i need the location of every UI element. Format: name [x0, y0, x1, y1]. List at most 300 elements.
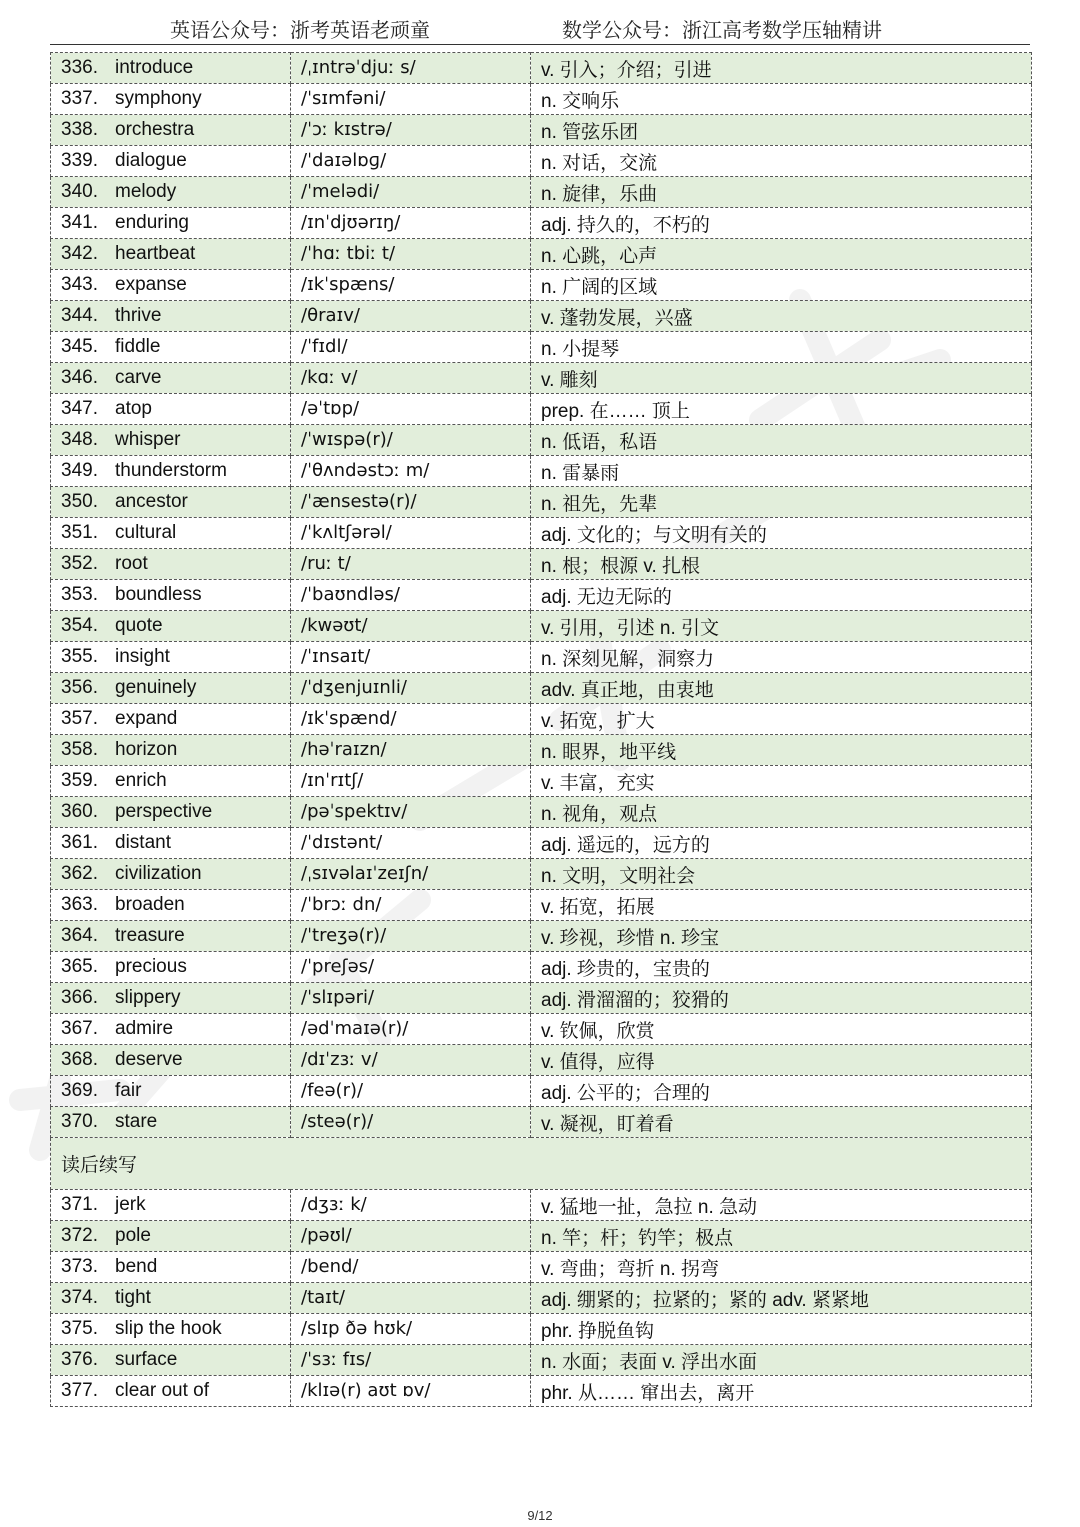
phonetic: /ɪnˈrɪtʃ/: [301, 770, 364, 791]
definition: prep. 在…… 顶上: [541, 400, 690, 422]
word-cell: [51, 208, 291, 239]
phonetic: /ɪnˈdjʊərɪŋ/: [301, 212, 401, 233]
entry-number: 359.: [61, 770, 98, 791]
definition-cell: [531, 859, 1032, 890]
english-word: slippery: [115, 987, 181, 1008]
definition-cell: [531, 1014, 1032, 1045]
english-word: broaden: [115, 894, 185, 915]
definition-cell: [531, 177, 1032, 208]
entry-number: 365.: [61, 956, 98, 977]
word-cell: [51, 1190, 291, 1221]
table-row: [51, 580, 1032, 611]
header-math-account: 数学公众号：浙江高考数学压轴精讲: [562, 18, 882, 42]
phonetic-cell: [291, 1221, 531, 1252]
definition-cell: [531, 456, 1032, 487]
phonetic: /dʒɜː k/: [301, 1194, 367, 1215]
english-word: stare: [115, 1111, 158, 1132]
phonetic: /ˈɪnsaɪt/: [301, 646, 371, 667]
entry-number: 362.: [61, 863, 98, 884]
english-word: melody: [115, 181, 177, 202]
table-row: [51, 1345, 1032, 1376]
phonetic: /ˈdʒenjuɪnli/: [301, 677, 407, 698]
entry-number: 364.: [61, 925, 98, 946]
phonetic-cell: [291, 1014, 531, 1045]
english-word: pole: [115, 1225, 151, 1246]
definition: v. 弯曲；弯折 n. 拐弯: [541, 1258, 720, 1280]
entry-number: 366.: [61, 987, 98, 1008]
phonetic-cell: [291, 177, 531, 208]
entry-number: 336.: [61, 57, 98, 78]
entry-number: 367.: [61, 1018, 98, 1039]
phonetic: /ˈdɪstənt/: [301, 832, 383, 853]
english-word: admire: [115, 1018, 174, 1039]
word-cell: [51, 301, 291, 332]
phonetic-cell: [291, 1283, 531, 1314]
definition: v. 拓宽，拓展: [541, 896, 655, 918]
table-row: [51, 115, 1032, 146]
phonetic: /ˈslɪpəri/: [301, 987, 375, 1008]
english-word: civilization: [115, 863, 202, 884]
definition-cell: [531, 84, 1032, 115]
table-row: [51, 208, 1032, 239]
entry-number: 356.: [61, 677, 98, 698]
table-row: [51, 797, 1032, 828]
definition: n. 视角，观点: [541, 803, 658, 825]
table-row: [51, 239, 1032, 270]
phonetic: /bend/: [301, 1256, 359, 1277]
definition-cell: [531, 1076, 1032, 1107]
phonetic: /ruː t/: [301, 553, 351, 574]
definition: n. 对话，交流: [541, 152, 658, 174]
definition-cell: [531, 952, 1032, 983]
english-word: heartbeat: [115, 243, 196, 264]
word-cell: [51, 84, 291, 115]
entry-number: 373.: [61, 1256, 98, 1277]
phonetic: /ˈhɑː tbiː t/: [301, 243, 396, 264]
definition: adj. 遥远的，远方的: [541, 834, 710, 856]
table-row: [51, 983, 1032, 1014]
phonetic: /klɪə(r) aʊt ɒv/: [301, 1380, 431, 1401]
english-word: precious: [115, 956, 187, 977]
phonetic: /ˈmelədi/: [301, 181, 380, 202]
definition: adv. 真正地，由衷地: [541, 679, 714, 701]
word-cell: [51, 115, 291, 146]
english-word: orchestra: [115, 119, 195, 140]
phonetic-cell: [291, 859, 531, 890]
entry-number: 342.: [61, 243, 98, 264]
word-cell: [51, 642, 291, 673]
entry-number: 370.: [61, 1111, 98, 1132]
entry-number: 340.: [61, 181, 98, 202]
phonetic: /ˈwɪspə(r)/: [301, 429, 393, 450]
phonetic-cell: [291, 921, 531, 952]
phonetic: /ˈdaɪəlɒɡ/: [301, 150, 387, 171]
phonetic-cell: [291, 394, 531, 425]
word-cell: [51, 1345, 291, 1376]
word-cell: [51, 828, 291, 859]
definition: n. 交响乐: [541, 90, 620, 112]
table-row: [51, 1252, 1032, 1283]
entry-number: 338.: [61, 119, 98, 140]
word-cell: [51, 1107, 291, 1138]
table-row: [51, 1221, 1032, 1252]
phonetic-cell: [291, 1045, 531, 1076]
phonetic: /pəʊl/: [301, 1225, 352, 1246]
definition: v. 引入；介绍；引进: [541, 59, 712, 81]
phonetic-cell: [291, 642, 531, 673]
definition-cell: [531, 1107, 1032, 1138]
definition-cell: [531, 828, 1032, 859]
definition-cell: [531, 425, 1032, 456]
phonetic-cell: [291, 115, 531, 146]
entry-number: 368.: [61, 1049, 98, 1070]
entry-number: 337.: [61, 88, 98, 109]
table-row: [51, 456, 1032, 487]
word-cell: [51, 270, 291, 301]
phonetic: /ˈsɪmfəni/: [301, 88, 386, 109]
definition-cell: [531, 580, 1032, 611]
phonetic-cell: [291, 1190, 531, 1221]
definition-cell: [531, 518, 1032, 549]
entry-number: 352.: [61, 553, 98, 574]
entry-number: 376.: [61, 1349, 98, 1370]
entry-number: 357.: [61, 708, 98, 729]
phonetic: /ˈbaʊndləs/: [301, 584, 400, 605]
definition: n. 雷暴雨: [541, 462, 620, 484]
entry-number: 350.: [61, 491, 98, 512]
definition-cell: [531, 797, 1032, 828]
word-cell: [51, 53, 291, 84]
definition: phr. 从…… 窜出去，离开: [541, 1382, 755, 1404]
word-cell: [51, 611, 291, 642]
definition: adj. 公平的；合理的: [541, 1082, 710, 1104]
definition-cell: [531, 53, 1032, 84]
table-row: [51, 146, 1032, 177]
table-row: [51, 549, 1032, 580]
definition-cell: [531, 363, 1032, 394]
word-cell: [51, 580, 291, 611]
phonetic: /θraɪv/: [301, 305, 360, 326]
definition-cell: [531, 1314, 1032, 1345]
definition: v. 拓宽，扩大: [541, 710, 655, 732]
entry-number: 354.: [61, 615, 98, 636]
table-row: [51, 301, 1032, 332]
phonetic-cell: [291, 952, 531, 983]
word-cell: [51, 394, 291, 425]
phonetic-cell: [291, 735, 531, 766]
phonetic-cell: [291, 332, 531, 363]
english-word: treasure: [115, 925, 185, 946]
section-heading: 读后续写: [51, 1138, 1032, 1190]
word-cell: [51, 1376, 291, 1407]
english-word: expanse: [115, 274, 187, 295]
vocabulary-table: [50, 52, 1032, 1407]
phonetic-cell: [291, 208, 531, 239]
word-cell: [51, 456, 291, 487]
phonetic: /həˈraɪzn/: [301, 739, 387, 760]
phonetic: /kɑː v/: [301, 367, 358, 388]
table-row: [51, 1283, 1032, 1314]
english-word: root: [115, 553, 148, 574]
phonetic: /ˌɪntrəˈdjuː s/: [301, 57, 416, 78]
word-cell: [51, 952, 291, 983]
definition: adj. 持久的，不朽的: [541, 214, 710, 236]
phonetic-cell: [291, 1345, 531, 1376]
english-word: carve: [115, 367, 162, 388]
definition: adj. 绷紧的；拉紧的；紧的 adv. 紧紧地: [541, 1289, 869, 1311]
word-cell: [51, 704, 291, 735]
english-word: fair: [115, 1080, 142, 1101]
section-row: [51, 1138, 1032, 1190]
phonetic: /slɪp ðə hʊk/: [301, 1318, 413, 1339]
entry-number: 345.: [61, 336, 98, 357]
definition-cell: [531, 890, 1032, 921]
phonetic-cell: [291, 704, 531, 735]
english-word: horizon: [115, 739, 178, 760]
phonetic-cell: [291, 549, 531, 580]
phonetic-cell: [291, 673, 531, 704]
phonetic-cell: [291, 518, 531, 549]
table-row: [51, 518, 1032, 549]
entry-number: 371.: [61, 1194, 98, 1215]
definition-cell: [531, 921, 1032, 952]
word-cell: [51, 890, 291, 921]
phonetic-cell: [291, 611, 531, 642]
entry-number: 349.: [61, 460, 98, 481]
english-word: whisper: [115, 429, 181, 450]
phonetic-cell: [291, 363, 531, 394]
entry-number: 361.: [61, 832, 98, 853]
entry-number: 353.: [61, 584, 98, 605]
word-cell: [51, 487, 291, 518]
table-row: [51, 1190, 1032, 1221]
entry-number: 347.: [61, 398, 98, 419]
definition: n. 低语，私语: [541, 431, 658, 453]
phonetic-cell: [291, 797, 531, 828]
english-word: quote: [115, 615, 163, 636]
entry-number: 369.: [61, 1080, 98, 1101]
word-cell: [51, 735, 291, 766]
english-word: atop: [115, 398, 152, 419]
definition-cell: [531, 1376, 1032, 1407]
table-row: [51, 735, 1032, 766]
definition: n. 眼界，地平线: [541, 741, 677, 763]
word-cell: [51, 425, 291, 456]
english-word: ancestor: [115, 491, 188, 512]
english-word: dialogue: [115, 150, 187, 171]
word-cell: [51, 332, 291, 363]
phonetic: /ɪkˈspænd/: [301, 708, 397, 729]
definition: v. 引用，引述 n. 引文: [541, 617, 720, 639]
english-word: clear out of: [115, 1380, 209, 1401]
table-row: [51, 890, 1032, 921]
definition-cell: [531, 611, 1032, 642]
definition: v. 猛地一扯，急拉 n. 急动: [541, 1196, 758, 1218]
table-row: [51, 921, 1032, 952]
phonetic-cell: [291, 53, 531, 84]
phonetic: /ˌsɪvəlaɪˈzeɪʃn/: [301, 863, 429, 884]
definition-cell: [531, 208, 1032, 239]
english-word: symphony: [115, 88, 202, 109]
word-cell: [51, 797, 291, 828]
word-cell: [51, 549, 291, 580]
definition-cell: [531, 301, 1032, 332]
phonetic: /taɪt/: [301, 1287, 345, 1308]
english-word: jerk: [115, 1194, 146, 1215]
phonetic-cell: [291, 84, 531, 115]
word-cell: [51, 1283, 291, 1314]
phonetic: /ˈfɪdl/: [301, 336, 348, 357]
english-word: fiddle: [115, 336, 161, 357]
definition: adj. 无边无际的: [541, 586, 672, 608]
phonetic: /steə(r)/: [301, 1111, 374, 1132]
definition-cell: [531, 1283, 1032, 1314]
entry-number: 346.: [61, 367, 98, 388]
table-row: [51, 84, 1032, 115]
definition: n. 祖先，先辈: [541, 493, 658, 515]
definition: v. 丰富，充实: [541, 772, 655, 794]
phonetic: /ˈsɜː fɪs/: [301, 1349, 372, 1370]
english-word: tight: [115, 1287, 151, 1308]
phonetic: /ɪkˈspæns/: [301, 274, 395, 295]
phonetic-cell: [291, 487, 531, 518]
entry-number: 358.: [61, 739, 98, 760]
english-word: genuinely: [115, 677, 197, 698]
phonetic: /ˈtreʒə(r)/: [301, 925, 387, 946]
phonetic-cell: [291, 890, 531, 921]
phonetic: /ˈkʌltʃərəl/: [301, 522, 392, 543]
word-cell: [51, 1314, 291, 1345]
word-cell: [51, 177, 291, 208]
word-cell: [51, 983, 291, 1014]
definition-cell: [531, 704, 1032, 735]
entry-number: 360.: [61, 801, 98, 822]
entry-number: 348.: [61, 429, 98, 450]
table-row: [51, 1314, 1032, 1345]
table-row: [51, 425, 1032, 456]
phonetic: /ˈɔː kɪstrə/: [301, 119, 392, 140]
phonetic-cell: [291, 766, 531, 797]
definition-cell: [531, 1221, 1032, 1252]
table-row: [51, 487, 1032, 518]
definition: n. 竿；杆；钓竿；极点: [541, 1227, 734, 1249]
entry-number: 375.: [61, 1318, 98, 1339]
table-row: [51, 363, 1032, 394]
english-word: expand: [115, 708, 178, 729]
table-row: [51, 859, 1032, 890]
definition: adj. 文化的；与文明有关的: [541, 524, 767, 546]
word-cell: [51, 1076, 291, 1107]
definition: v. 凝视，盯着看: [541, 1113, 674, 1135]
english-word: thunderstorm: [115, 460, 227, 481]
definition: adj. 滑溜溜的；狡猾的: [541, 989, 729, 1011]
word-cell: [51, 363, 291, 394]
phonetic-cell: [291, 580, 531, 611]
table-row: [51, 1014, 1032, 1045]
word-cell: [51, 1045, 291, 1076]
phonetic-cell: [291, 1107, 531, 1138]
definition-cell: [531, 394, 1032, 425]
entry-number: 339.: [61, 150, 98, 171]
phonetic: /kwəʊt/: [301, 615, 368, 636]
english-word: enduring: [115, 212, 189, 233]
definition: n. 文明，文明社会: [541, 865, 696, 887]
definition-cell: [531, 1252, 1032, 1283]
definition-cell: [531, 549, 1032, 580]
phonetic-cell: [291, 301, 531, 332]
table-row: [51, 1107, 1032, 1138]
phonetic: /əˈtɒp/: [301, 398, 360, 419]
phonetic-cell: [291, 1076, 531, 1107]
table-row: [51, 1076, 1032, 1107]
definition-cell: [531, 766, 1032, 797]
definition-cell: [531, 673, 1032, 704]
entry-number: 372.: [61, 1225, 98, 1246]
english-word: cultural: [115, 522, 177, 543]
definition: n. 管弦乐团: [541, 121, 639, 143]
table-row: [51, 53, 1032, 84]
phonetic-cell: [291, 1252, 531, 1283]
definition: n. 水面；表面 v. 浮出水面: [541, 1351, 758, 1373]
definition-cell: [531, 270, 1032, 301]
definition: n. 小提琴: [541, 338, 620, 360]
definition: v. 珍视，珍惜 n. 珍宝: [541, 927, 720, 949]
table-row: [51, 1045, 1032, 1076]
definition-cell: [531, 115, 1032, 146]
english-word: perspective: [115, 801, 213, 822]
english-word: distant: [115, 832, 171, 853]
definition-cell: [531, 1345, 1032, 1376]
definition-cell: [531, 1045, 1032, 1076]
definition: n. 广阔的区域: [541, 276, 658, 298]
definition: v. 钦佩，欣赏: [541, 1020, 655, 1042]
phonetic: /ˈænsestə(r)/: [301, 491, 417, 512]
phonetic-cell: [291, 1314, 531, 1345]
phonetic: /dɪˈzɜː v/: [301, 1049, 378, 1070]
phonetic: /pəˈspektɪv/: [301, 801, 408, 822]
word-cell: [51, 673, 291, 704]
definition: n. 根；根源 v. 扎根: [541, 555, 701, 577]
table-row: [51, 766, 1032, 797]
word-cell: [51, 859, 291, 890]
phonetic-cell: [291, 983, 531, 1014]
phonetic: /ˈbrɔː dn/: [301, 894, 382, 915]
word-cell: [51, 921, 291, 952]
table-row: [51, 1376, 1032, 1407]
header-english-account: 英语公众号：浙考英语老顽童: [170, 18, 430, 42]
table-row: [51, 177, 1032, 208]
definition: adj. 珍贵的，宝贵的: [541, 958, 710, 980]
page-header: [50, 12, 1030, 45]
definition: n. 深刻见解，洞察力: [541, 648, 715, 670]
entry-number: 351.: [61, 522, 98, 543]
word-cell: [51, 239, 291, 270]
phonetic-cell: [291, 146, 531, 177]
entry-number: 343.: [61, 274, 98, 295]
phonetic-cell: [291, 270, 531, 301]
definition: v. 值得，应得: [541, 1051, 655, 1073]
entry-number: 363.: [61, 894, 98, 915]
english-word: surface: [115, 1349, 178, 1370]
definition-cell: [531, 332, 1032, 363]
phonetic: /ˈpreʃəs/: [301, 956, 375, 977]
table-row: [51, 270, 1032, 301]
definition-cell: [531, 487, 1032, 518]
definition-cell: [531, 983, 1032, 1014]
english-word: slip the hook: [115, 1318, 222, 1339]
word-cell: [51, 1221, 291, 1252]
word-cell: [51, 1014, 291, 1045]
